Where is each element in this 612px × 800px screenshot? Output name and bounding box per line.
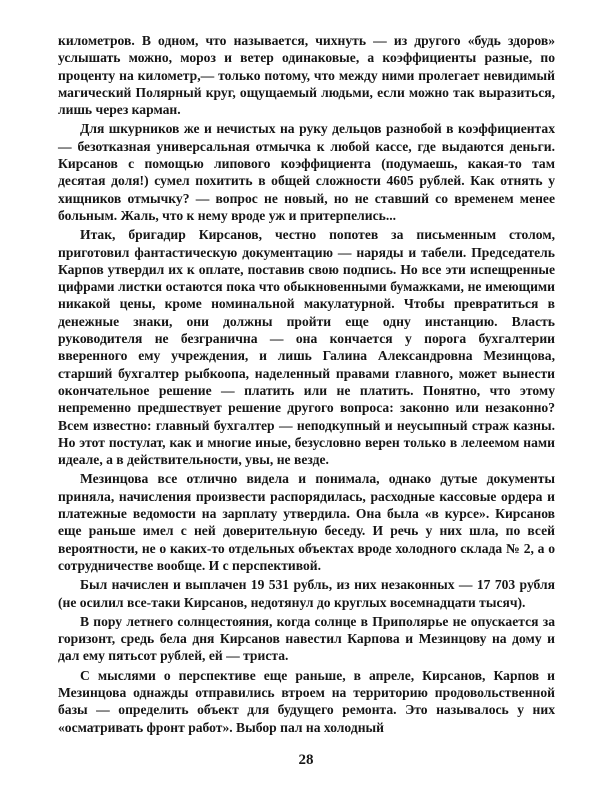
page-number: 28 [298, 752, 314, 768]
paragraph-3: Итак, бригадир Кирсанов, честно попотев за письменным столом, приготовил фантастическую документацию — наряды и табели. Председатель Карпов утвердил их к оплате, поставив свою подпись. Но все эти испещренные цифрами листки остаются пока что обыкновенными бумажками, не имеющими никакой цены, кроме номинальной макулатурной. Чтобы превратиться в денежные знаки, они должны пройти еще одну инстанцию. Власть руководителя не безгранична — она кончается у порога бухгалтерии вверенного ему учреждения, и лишь Галина Александровна Мезинцова, старший бухгалтер рыбкоопа, наделенный правами главного, может вынести окончательное решение — платить или не платить. Понятно, что этому непременно предшествует решение другого вопроса: законно или незаконно? Всем известно: главный бухгалтер — неподкупный и неусыпный страж казны. Но этот постулат, как и многие иные, безусловно верен только в лелеемом нами идеале, а в действительности, увы, не везде. [58, 227, 555, 468]
paragraph-6: В пору летнего солнцестояния, когда солнце в Приполярье не опускается за горизонт, средь бела дня Кирсанов навестил Карпова и Мезинцову на дому и дал ему пятьсот рублей, ей — триста. [58, 613, 555, 664]
paragraph-7: С мыслями о перспективе еще раньше, в апреле, Кирсанов, Карпов и Мезинцова однажды отправились втроем на территорию продовольственной базы — определить объект для будущего ремонта. Это называлось у них «осматривать фронт работ». Выбор пал на холодный [58, 667, 555, 735]
page-body [58, 32, 555, 738]
paragraph-2: Для шкурников же и нечистых на руку дельцов разнобой в коэффициентах — безотказная универсальная отмычка к любой кассе, где выдаются деньги. Кирсанов с помощью липового коэффициента (подумаешь, какая-то там десятая доля!) сумел похитить в общей сложности 4605 рублей. Как отнять у хищников отмычку? — вопрос не новый, но не ставший со временем менее больным. Жаль, что к нему вроде уж и притерпелись... [58, 121, 555, 223]
paragraph-4: Мезинцова все отлично видела и понимала, однако дутые документы приняла, начисления произвести распорядилась, расходные кассовые ордера и платежные ведомости на зарплату утвердила. Она была «в курсе». Кирсанов еще раньше имел с ней доверительную беседу. И речь у них шла, по всей вероятности, не о каких-то отдельных объектах вроде холодного склада № 2, а о сотрудничестве вообще. И с перспективой. [58, 471, 555, 573]
paragraph-5: Был начислен и выплачен 19 531 рубль, из них незаконных — 17 703 рубля (не осилил все-таки Кирсанов, недотянул до круглых восемнадцати тысяч). [58, 577, 555, 610]
paragraph-1: километров. В одном, что называется, чихнуть — из другого «будь здоров» услышать можно, мороз и ветер одинаковые, а коэффициенты разные, по проценту на километр,— только потому, что между ними пролегает невидимый магический Полярный круг, ощущаемый людьми, если можно так выразиться, лишь через карман. [58, 33, 555, 118]
